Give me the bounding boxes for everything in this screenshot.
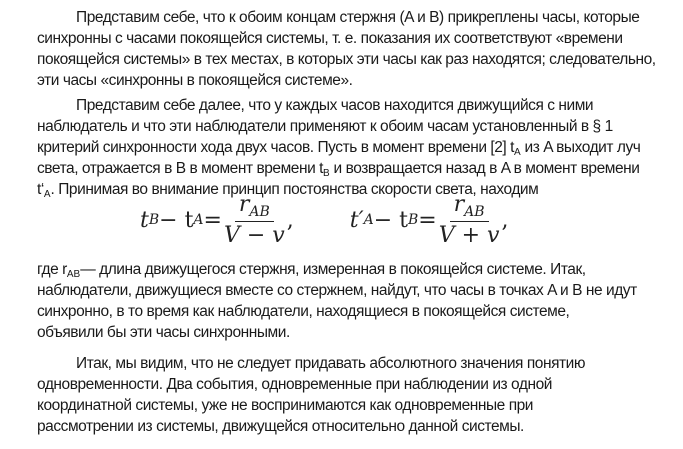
- text-segment: наблюдатель и что эти наблюдатели применяют к обоим часам установленный в § 1: [37, 118, 613, 135]
- denominator: V − v: [223, 223, 285, 248]
- subscript: B: [323, 168, 330, 179]
- text-segment: координатной системы, уже не воспринимаются как одновременные при: [37, 397, 534, 414]
- text-segment: объявили бы эти часы синхронными.: [37, 324, 290, 341]
- formula-comma: ,: [501, 207, 509, 233]
- text-segment: . Принимая во внимание принцип постоянства скорости света, находим: [50, 181, 539, 198]
- numerator: r: [453, 192, 465, 217]
- text-segment: одновременности. Два события, одновременные при наблюдении из одной: [37, 376, 552, 393]
- text-line: [37, 323, 290, 343]
- text-segment: — длина движущегося стержня, измеренная в покоящейся системе. Итак,: [80, 261, 586, 278]
- text-segment: где r: [37, 261, 67, 278]
- text-segment: критерий синхронности хода двух часов. Пусть в момент времени [2] t: [37, 139, 514, 156]
- text-line: [37, 417, 524, 437]
- text-segment: Представим себе далее, что у каждых часов находится движущийся с ними: [76, 97, 594, 114]
- text-segment: света, отражается в B в момент времени t: [37, 160, 323, 177]
- text-line: [37, 396, 533, 416]
- formula-sub: A: [363, 212, 374, 228]
- formula-sub: AB: [464, 204, 485, 220]
- formula-eq: =: [418, 207, 437, 233]
- text-line: [37, 71, 353, 91]
- text-line: [76, 8, 639, 28]
- text-line: [37, 50, 656, 70]
- formula-sub: B: [148, 212, 160, 228]
- text-line: [37, 117, 613, 137]
- text-segment: Итак, мы видим, что не следует придавать абсолютного значения понятию: [76, 355, 586, 372]
- text-segment: t‘: [37, 181, 44, 198]
- text-segment: из A выходит луч: [520, 139, 641, 156]
- subscript: A: [514, 147, 521, 158]
- fraction-1: [224, 192, 285, 248]
- text-segment: рассмотрении из системы, движущейся относительно данной системы.: [37, 418, 524, 435]
- formula-comma: ,: [286, 207, 294, 233]
- text-line: [37, 29, 623, 49]
- text-line: [37, 302, 569, 322]
- text-line: [76, 354, 585, 374]
- formula-eq: =: [203, 207, 222, 233]
- text-line: [37, 281, 637, 301]
- formula-term: t′: [349, 207, 364, 233]
- text-segment: наблюдатели, движущиеся вместе со стержнем, найдут, что часы в точках A и B не идут: [37, 282, 637, 299]
- formula-sub: A: [193, 212, 204, 228]
- denominator: V + v: [438, 223, 500, 248]
- text-segment: синхронны с часами покоящейся системы, т. е. показания их соответствуют «времени: [37, 30, 623, 47]
- numerator: r: [238, 192, 250, 217]
- formula-sub: B: [407, 212, 419, 228]
- formula: [140, 192, 508, 248]
- subscript: A: [43, 189, 51, 200]
- text-line: [37, 375, 552, 395]
- formula-term: t: [140, 207, 149, 233]
- formula-sub: AB: [249, 204, 270, 220]
- text-segment: и возвращается назад в A в момент времени: [329, 160, 640, 177]
- text-segment: Представим себе, что к обоим концам стержня (A и B) прикреплены часы, которые: [76, 9, 640, 26]
- text-segment: синхронно, в то время как наблюдатели, находящиеся в покоящейся системе,: [37, 303, 570, 320]
- text-line: [76, 96, 593, 116]
- formula-term: − t: [373, 207, 408, 233]
- formula-term: − t: [159, 207, 194, 233]
- text-segment: покоящейся системы» в тех местах, в которых эти часы как раз находятся; следовательно,: [37, 51, 656, 68]
- text-segment: эти часы «синхронны в покоящейся системе».: [37, 72, 353, 89]
- fraction-2: [439, 192, 500, 248]
- subscript: AB: [66, 269, 81, 280]
